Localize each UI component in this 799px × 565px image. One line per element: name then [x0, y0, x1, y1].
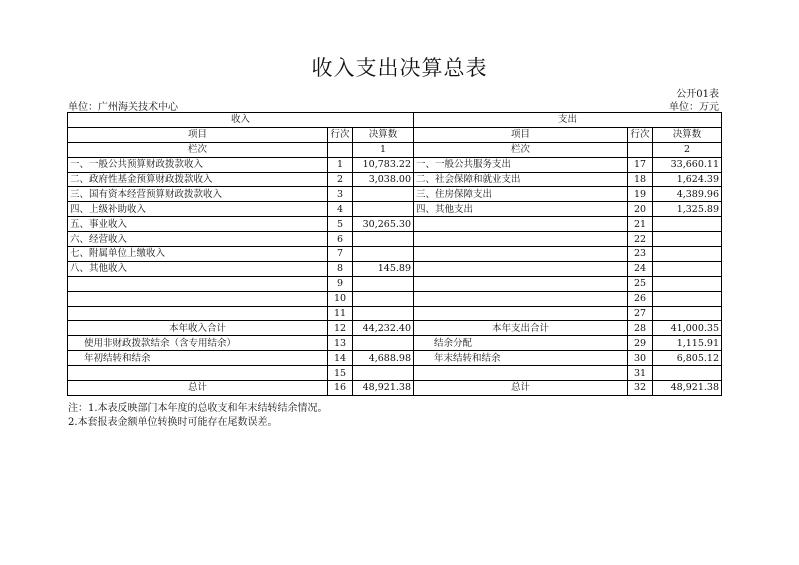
table-row	[68, 291, 722, 306]
income-item-cell: 年初结转和结余	[68, 351, 328, 366]
income-rowno-cell: 9	[328, 276, 353, 291]
income-rowno-cell: 6	[328, 232, 353, 247]
income-rowno-header: 行次	[328, 127, 353, 142]
table-row	[68, 187, 722, 202]
income-amount-cell: 44,232.40	[353, 321, 414, 336]
expense-amount-cell: 1,624.39	[653, 172, 722, 187]
expense-amount-cell	[653, 247, 722, 262]
report-title: 收入支出决算总表	[311, 56, 488, 80]
form-number: 公开01表	[676, 89, 719, 100]
income-item-cell: 三、国有资本经营预算财政拨款收入	[68, 187, 328, 202]
expense-amount-cell: 41,000.35	[653, 321, 722, 336]
expense-rowno-cell: 32	[628, 381, 653, 396]
expense-item-cell: 结余分配	[414, 336, 628, 351]
expense-item-cell	[414, 232, 628, 247]
expense-item-cell	[414, 276, 628, 291]
expense-amount-cell	[653, 366, 722, 381]
table-row	[68, 366, 722, 381]
expense-amount-cell: 6,805.12	[653, 351, 722, 366]
expense-amount-cell	[653, 232, 722, 247]
expense-item-cell: 四、其他支出	[414, 202, 628, 217]
budget-summary-table	[67, 112, 722, 396]
income-column-index: 1	[353, 142, 414, 157]
income-amount-cell	[353, 306, 414, 321]
income-column-blank	[328, 142, 353, 157]
table-row	[68, 276, 722, 291]
footnotes	[68, 402, 328, 430]
income-item-header: 项目	[68, 127, 328, 142]
income-amount-cell	[353, 276, 414, 291]
expense-amount-cell: 1,115.91	[653, 336, 722, 351]
income-item-cell: 二、政府性基金预算财政拨款收入	[68, 172, 328, 187]
income-item-cell: 七、附属单位上缴收入	[68, 247, 328, 262]
expense-item-cell	[414, 261, 628, 276]
expense-rowno-cell: 20	[628, 202, 653, 217]
income-rowno-cell: 15	[328, 366, 353, 381]
income-rowno-cell: 12	[328, 321, 353, 336]
income-item-cell: 一、一般公共预算财政拨款收入	[68, 157, 328, 172]
income-rowno-cell: 5	[328, 217, 353, 232]
expense-rowno-cell: 25	[628, 276, 653, 291]
income-amount-cell	[353, 336, 414, 351]
income-amount-header: 决算数	[353, 127, 414, 142]
table-row	[68, 247, 722, 262]
income-amount-cell	[353, 366, 414, 381]
table-row	[68, 336, 722, 351]
income-header: 收入	[68, 113, 414, 128]
expense-rowno-header: 行次	[628, 127, 653, 142]
income-rowno-cell: 3	[328, 187, 353, 202]
expense-rowno-cell: 29	[628, 336, 653, 351]
expense-item-cell	[414, 306, 628, 321]
currency-unit: 单位：万元	[669, 102, 719, 113]
income-item-cell	[68, 306, 328, 321]
income-item-cell: 四、上级补助收入	[68, 202, 328, 217]
income-rowno-cell: 2	[328, 172, 353, 187]
expense-rowno-cell: 28	[628, 321, 653, 336]
income-amount-cell	[353, 247, 414, 262]
expense-amount-cell	[653, 306, 722, 321]
table-row	[68, 381, 722, 396]
expense-rowno-cell: 18	[628, 172, 653, 187]
income-rowno-cell: 7	[328, 247, 353, 262]
expense-item-cell: 二、社会保障和就业支出	[414, 172, 628, 187]
income-rowno-cell: 14	[328, 351, 353, 366]
expense-rowno-cell: 17	[628, 157, 653, 172]
expense-item-cell: 三、住房保障支出	[414, 187, 628, 202]
expense-column-label: 栏次	[414, 142, 628, 157]
table-row	[68, 321, 722, 336]
section-header-row	[68, 113, 722, 128]
income-rowno-cell: 4	[328, 202, 353, 217]
income-amount-cell: 145.89	[353, 261, 414, 276]
table-row	[68, 172, 722, 187]
footnote-2: 2.本套报表金额单位转换时可能存在尾数误差。	[68, 417, 278, 428]
income-rowno-cell: 16	[328, 381, 353, 396]
table-row	[68, 202, 722, 217]
income-amount-cell	[353, 291, 414, 306]
expense-rowno-cell: 26	[628, 291, 653, 306]
income-item-cell	[68, 276, 328, 291]
expense-rowno-cell: 24	[628, 261, 653, 276]
income-item-cell: 五、事业收入	[68, 217, 328, 232]
income-item-cell	[68, 291, 328, 306]
expense-rowno-cell: 22	[628, 232, 653, 247]
expense-rowno-cell: 31	[628, 366, 653, 381]
expense-item-header: 项目	[414, 127, 628, 142]
expense-amount-cell	[653, 261, 722, 276]
expense-column-blank	[628, 142, 653, 157]
footnote-1: 注：1.本表反映部门本年度的总收支和年末结转结余情况。	[68, 403, 328, 414]
table-row	[68, 232, 722, 247]
table-row	[68, 157, 722, 172]
column-header-row	[68, 127, 722, 142]
income-amount-cell: 30,265.30	[353, 217, 414, 232]
income-item-cell: 总计	[68, 381, 328, 396]
expense-item-cell: 总计	[414, 381, 628, 396]
expense-amount-cell: 4,389.96	[653, 187, 722, 202]
table-row	[68, 217, 722, 232]
expense-amount-cell	[653, 217, 722, 232]
expense-rowno-cell: 30	[628, 351, 653, 366]
income-amount-cell	[353, 187, 414, 202]
income-column-label: 栏次	[68, 142, 328, 157]
expense-item-cell: 本年支出合计	[414, 321, 628, 336]
income-rowno-cell: 13	[328, 336, 353, 351]
income-amount-cell: 3,038.00	[353, 172, 414, 187]
expense-column-index: 2	[653, 142, 722, 157]
expense-item-cell	[414, 247, 628, 262]
income-rowno-cell: 1	[328, 157, 353, 172]
expense-amount-cell: 48,921.38	[653, 381, 722, 396]
expense-rowno-cell: 19	[628, 187, 653, 202]
income-amount-cell: 10,783.22	[353, 157, 414, 172]
expense-rowno-cell: 27	[628, 306, 653, 321]
table-row	[68, 261, 722, 276]
expense-item-cell	[414, 366, 628, 381]
expense-item-cell	[414, 217, 628, 232]
expense-amount-cell	[653, 291, 722, 306]
income-item-cell: 使用非财政拨款结余（含专用结余）	[68, 336, 328, 351]
column-index-row	[68, 142, 722, 157]
expense-header: 支出	[414, 113, 722, 128]
expense-item-cell: 一、一般公共服务支出	[414, 157, 628, 172]
income-amount-cell	[353, 232, 414, 247]
expense-amount-cell	[653, 276, 722, 291]
unit-name: 单位：广州海关技术中心	[68, 102, 178, 113]
expense-amount-cell: 1,325.89	[653, 202, 722, 217]
income-item-cell: 八、其他收入	[68, 261, 328, 276]
income-amount-cell: 48,921.38	[353, 381, 414, 396]
income-rowno-cell: 10	[328, 291, 353, 306]
income-item-cell: 六、经营收入	[68, 232, 328, 247]
income-item-cell	[68, 366, 328, 381]
expense-amount-cell: 33,660.11	[653, 157, 722, 172]
expense-item-cell: 年末结转和结余	[414, 351, 628, 366]
income-amount-cell	[353, 202, 414, 217]
table-row	[68, 351, 722, 366]
expense-rowno-cell: 23	[628, 247, 653, 262]
income-item-cell: 本年收入合计	[68, 321, 328, 336]
income-amount-cell: 4,688.98	[353, 351, 414, 366]
table-row	[68, 306, 722, 321]
expense-rowno-cell: 21	[628, 217, 653, 232]
income-rowno-cell: 11	[328, 306, 353, 321]
income-rowno-cell: 8	[328, 261, 353, 276]
expense-amount-header: 决算数	[653, 127, 722, 142]
expense-item-cell	[414, 291, 628, 306]
